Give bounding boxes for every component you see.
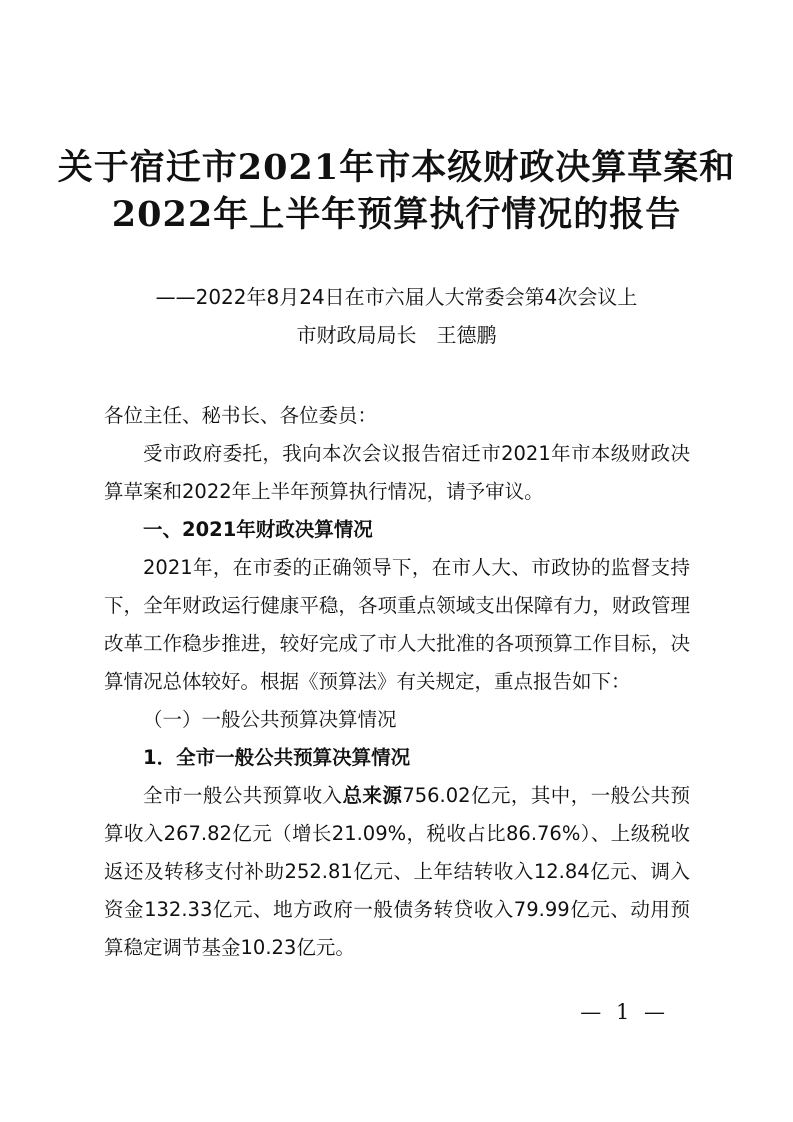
subsection-heading-city-general-budget: 1．全市一般公共预算决算情况 [143,746,411,769]
report-subtitle-occasion: ——2022年8月24日在市六届人大常委会第4次会议上 [155,285,638,309]
intro-paragraph: 受市政府委托，我向本次会议报告宿迁市2021年市本级财政决算草案和2022年上半年预算执行情况，请予审议。 [104,442,690,503]
report-body [104,397,690,967]
revenue-total-source-label: 总来源 [342,784,403,807]
paragraph-2021-overview: 2021年，在市委的正确领导下，在市人大、市政协的监督支持下，全年财政运行健康平稳，各项重点领域支出保障有力，财政管理改革工作稳步推进，较好完成了市人大批准的各项预算工作目标，决算情况总体较好。根据《预算法》有关规定，重点报告如下： [104,556,690,693]
report-title-line-1: 关于宿迁市2021年市本级财政决算草案和 [57,147,736,188]
revenue-text-pre: 全市一般公共预算收入 [143,784,343,807]
section-heading-1: 一、2021年财政决算情况 [143,518,373,541]
subsection-heading-general-budget: （一）一般公共预算决算情况 [143,708,397,731]
report-title-line-2: 2022年上半年预算执行情况的报告 [111,194,682,235]
report-subtitle-reporter: 市财政局局长 王德鹏 [296,323,497,347]
paragraph-revenue-sources [104,777,690,967]
salutation: 各位主任、秘书长、各位委员： [104,404,378,427]
page-number: — 1 — [580,1000,669,1024]
revenue-text-post: 756.02亿元，其中，一般公共预算收入267.82亿元（增长21.09%，税收占比86.76%）、上级税收返还及转移支付补助252.81亿元、上年结转收入12.84亿元、调入资金132.33亿元、地方政府一般债务转贷收入79.99亿元、动用预算稳定调节基金10.23亿元。 [104,784,690,959]
